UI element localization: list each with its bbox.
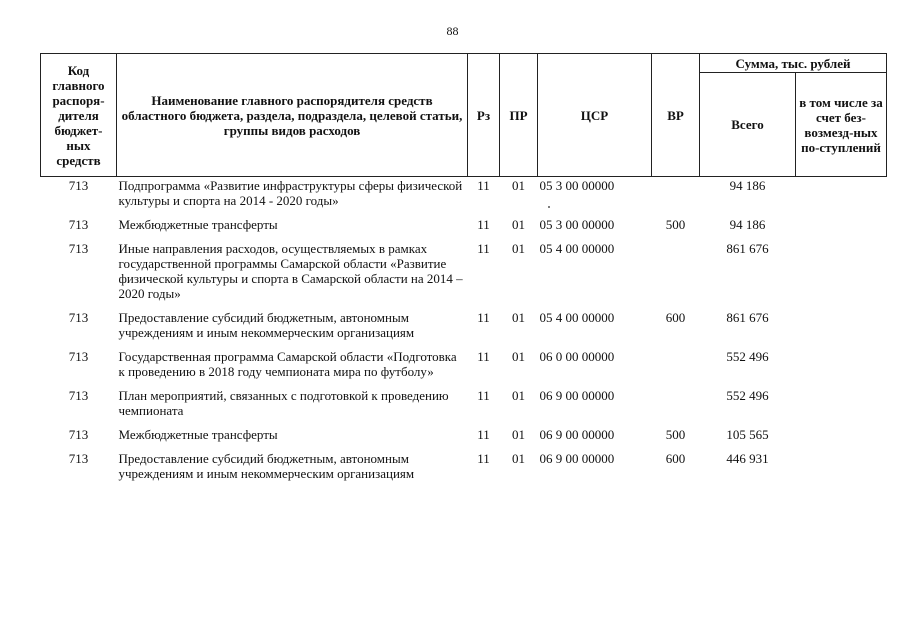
- cell-vr: [652, 387, 700, 426]
- cell-pr: 01: [512, 178, 525, 193]
- cell-csr: 05 3 00 00000: [539, 178, 615, 193]
- cell-vr: 500: [665, 217, 686, 232]
- cell-pr: 01: [512, 349, 525, 364]
- cell-csr: 06 9 00 00000: [539, 427, 615, 442]
- table-row: [41, 240, 887, 309]
- cell-total: 94 186: [729, 217, 766, 232]
- budget-table: [40, 53, 887, 489]
- cell-csr: 05 4 00 00000: [539, 310, 615, 325]
- table-row: [41, 309, 887, 348]
- cell-csr: 06 0 00 00000: [539, 349, 615, 364]
- cell-gratuitous: [796, 348, 887, 387]
- cell-name: Предоставление субсидий бюджетным, автономным учреждениям и иным некоммерческим организациям: [118, 451, 415, 481]
- cell-name: План мероприятий, связанных с подготовкой к проведению чемпионата: [118, 388, 449, 418]
- table-row: [41, 216, 887, 240]
- cell-name: Подпрограмма «Развитие инфраструктуры сферы физической культуры и спорта на 2014 - 2020 годы»: [118, 178, 463, 208]
- cell-rz: 11: [477, 388, 490, 403]
- page-number: 88: [446, 24, 459, 38]
- header-sum: Сумма, тыс. рублей: [700, 54, 887, 73]
- table-row: [41, 426, 887, 450]
- cell-gratuitous: [796, 216, 887, 240]
- cell-total: 861 676: [726, 241, 769, 256]
- cell-total: 552 496: [726, 349, 769, 364]
- cell-code: 713: [68, 241, 89, 256]
- header-name: Наименование главного распорядителя средств областного бюджета, раздела, подраздела, целевой статьи, группы видов расходов: [117, 54, 468, 177]
- cell-gratuitous: [796, 450, 887, 489]
- header-vr: ВР: [652, 54, 700, 177]
- cell-pr: 01: [512, 451, 525, 466]
- cell-total: 94 186: [729, 178, 766, 193]
- table-row: [41, 348, 887, 387]
- header-csr: ЦСР: [538, 54, 652, 177]
- cell-code: 713: [68, 217, 89, 232]
- cell-pr: 01: [512, 310, 525, 325]
- table-row: [41, 387, 887, 426]
- cell-pr: 01: [512, 217, 525, 232]
- cell-csr: 06 9 00 00000: [539, 388, 615, 403]
- cell-code: 713: [68, 427, 89, 442]
- cell-gratuitous: [796, 309, 887, 348]
- header-gratuitous: в том числе за счет без-возмезд-ных по-ступлений: [796, 73, 887, 177]
- cell-csr: 05 4 00 00000: [539, 241, 615, 256]
- cell-name: Иные направления расходов, осуществляемых в рамках государственной программы Самарской области «Развитие физической культуры и спорта в Самарской области на 2014 – 2020 годы»: [118, 241, 463, 301]
- cell-total: 861 676: [726, 310, 769, 325]
- cell-rz: 11: [477, 178, 490, 193]
- cell-rz: 11: [477, 217, 490, 232]
- cell-gratuitous: [796, 240, 887, 309]
- cell-vr: 600: [665, 310, 686, 325]
- cell-total: 552 496: [726, 388, 769, 403]
- cell-csr: 05 3 00 00000: [539, 217, 615, 232]
- cell-csr: 06 9 00 00000: [539, 451, 615, 466]
- table-header: [41, 54, 887, 177]
- cell-pr: 01: [512, 427, 525, 442]
- cell-name: Предоставление субсидий бюджетным, автономным учреждениям и иным некоммерческим организациям: [118, 310, 415, 340]
- table-body: [41, 177, 887, 490]
- cell-code: 713: [68, 349, 89, 364]
- cell-rz: 11: [477, 349, 490, 364]
- cell-total: 105 565: [726, 427, 769, 442]
- cell-gratuitous: [796, 177, 887, 217]
- cell-name: Государственная программа Самарской области «Подготовка к проведению в 2018 году чемпионата мира по футболу»: [118, 349, 457, 379]
- cell-name: Межбюджетные трансферты: [118, 427, 278, 442]
- header-code: Код главного распоря-дителя бюджет-ных средств: [41, 54, 117, 177]
- cell-rz: 11: [477, 427, 490, 442]
- cell-vr: [652, 240, 700, 309]
- header-total: Всего: [700, 73, 796, 177]
- cell-vr: 600: [665, 451, 686, 466]
- cell-rz: 11: [477, 451, 490, 466]
- header-pr: ПР: [500, 54, 538, 177]
- cell-vr: [652, 348, 700, 387]
- cell-gratuitous: [796, 387, 887, 426]
- cell-vr: 500: [665, 427, 686, 442]
- cell-code: 713: [68, 388, 89, 403]
- header-rz: Рз: [468, 54, 500, 177]
- cell-pr: 01: [512, 241, 525, 256]
- table-row: [41, 177, 887, 217]
- cell-pr: 01: [512, 388, 525, 403]
- cell-code: 713: [68, 310, 89, 325]
- cell-rz: 11: [477, 241, 490, 256]
- cell-rz: 11: [477, 310, 490, 325]
- cell-total: 446 931: [726, 451, 769, 466]
- cell-name: Межбюджетные трансферты: [118, 217, 278, 232]
- cell-code: 713: [68, 451, 89, 466]
- table-row: [41, 450, 887, 489]
- cell-code: 713: [68, 178, 89, 193]
- cell-gratuitous: [796, 426, 887, 450]
- cell-vr: [652, 177, 700, 217]
